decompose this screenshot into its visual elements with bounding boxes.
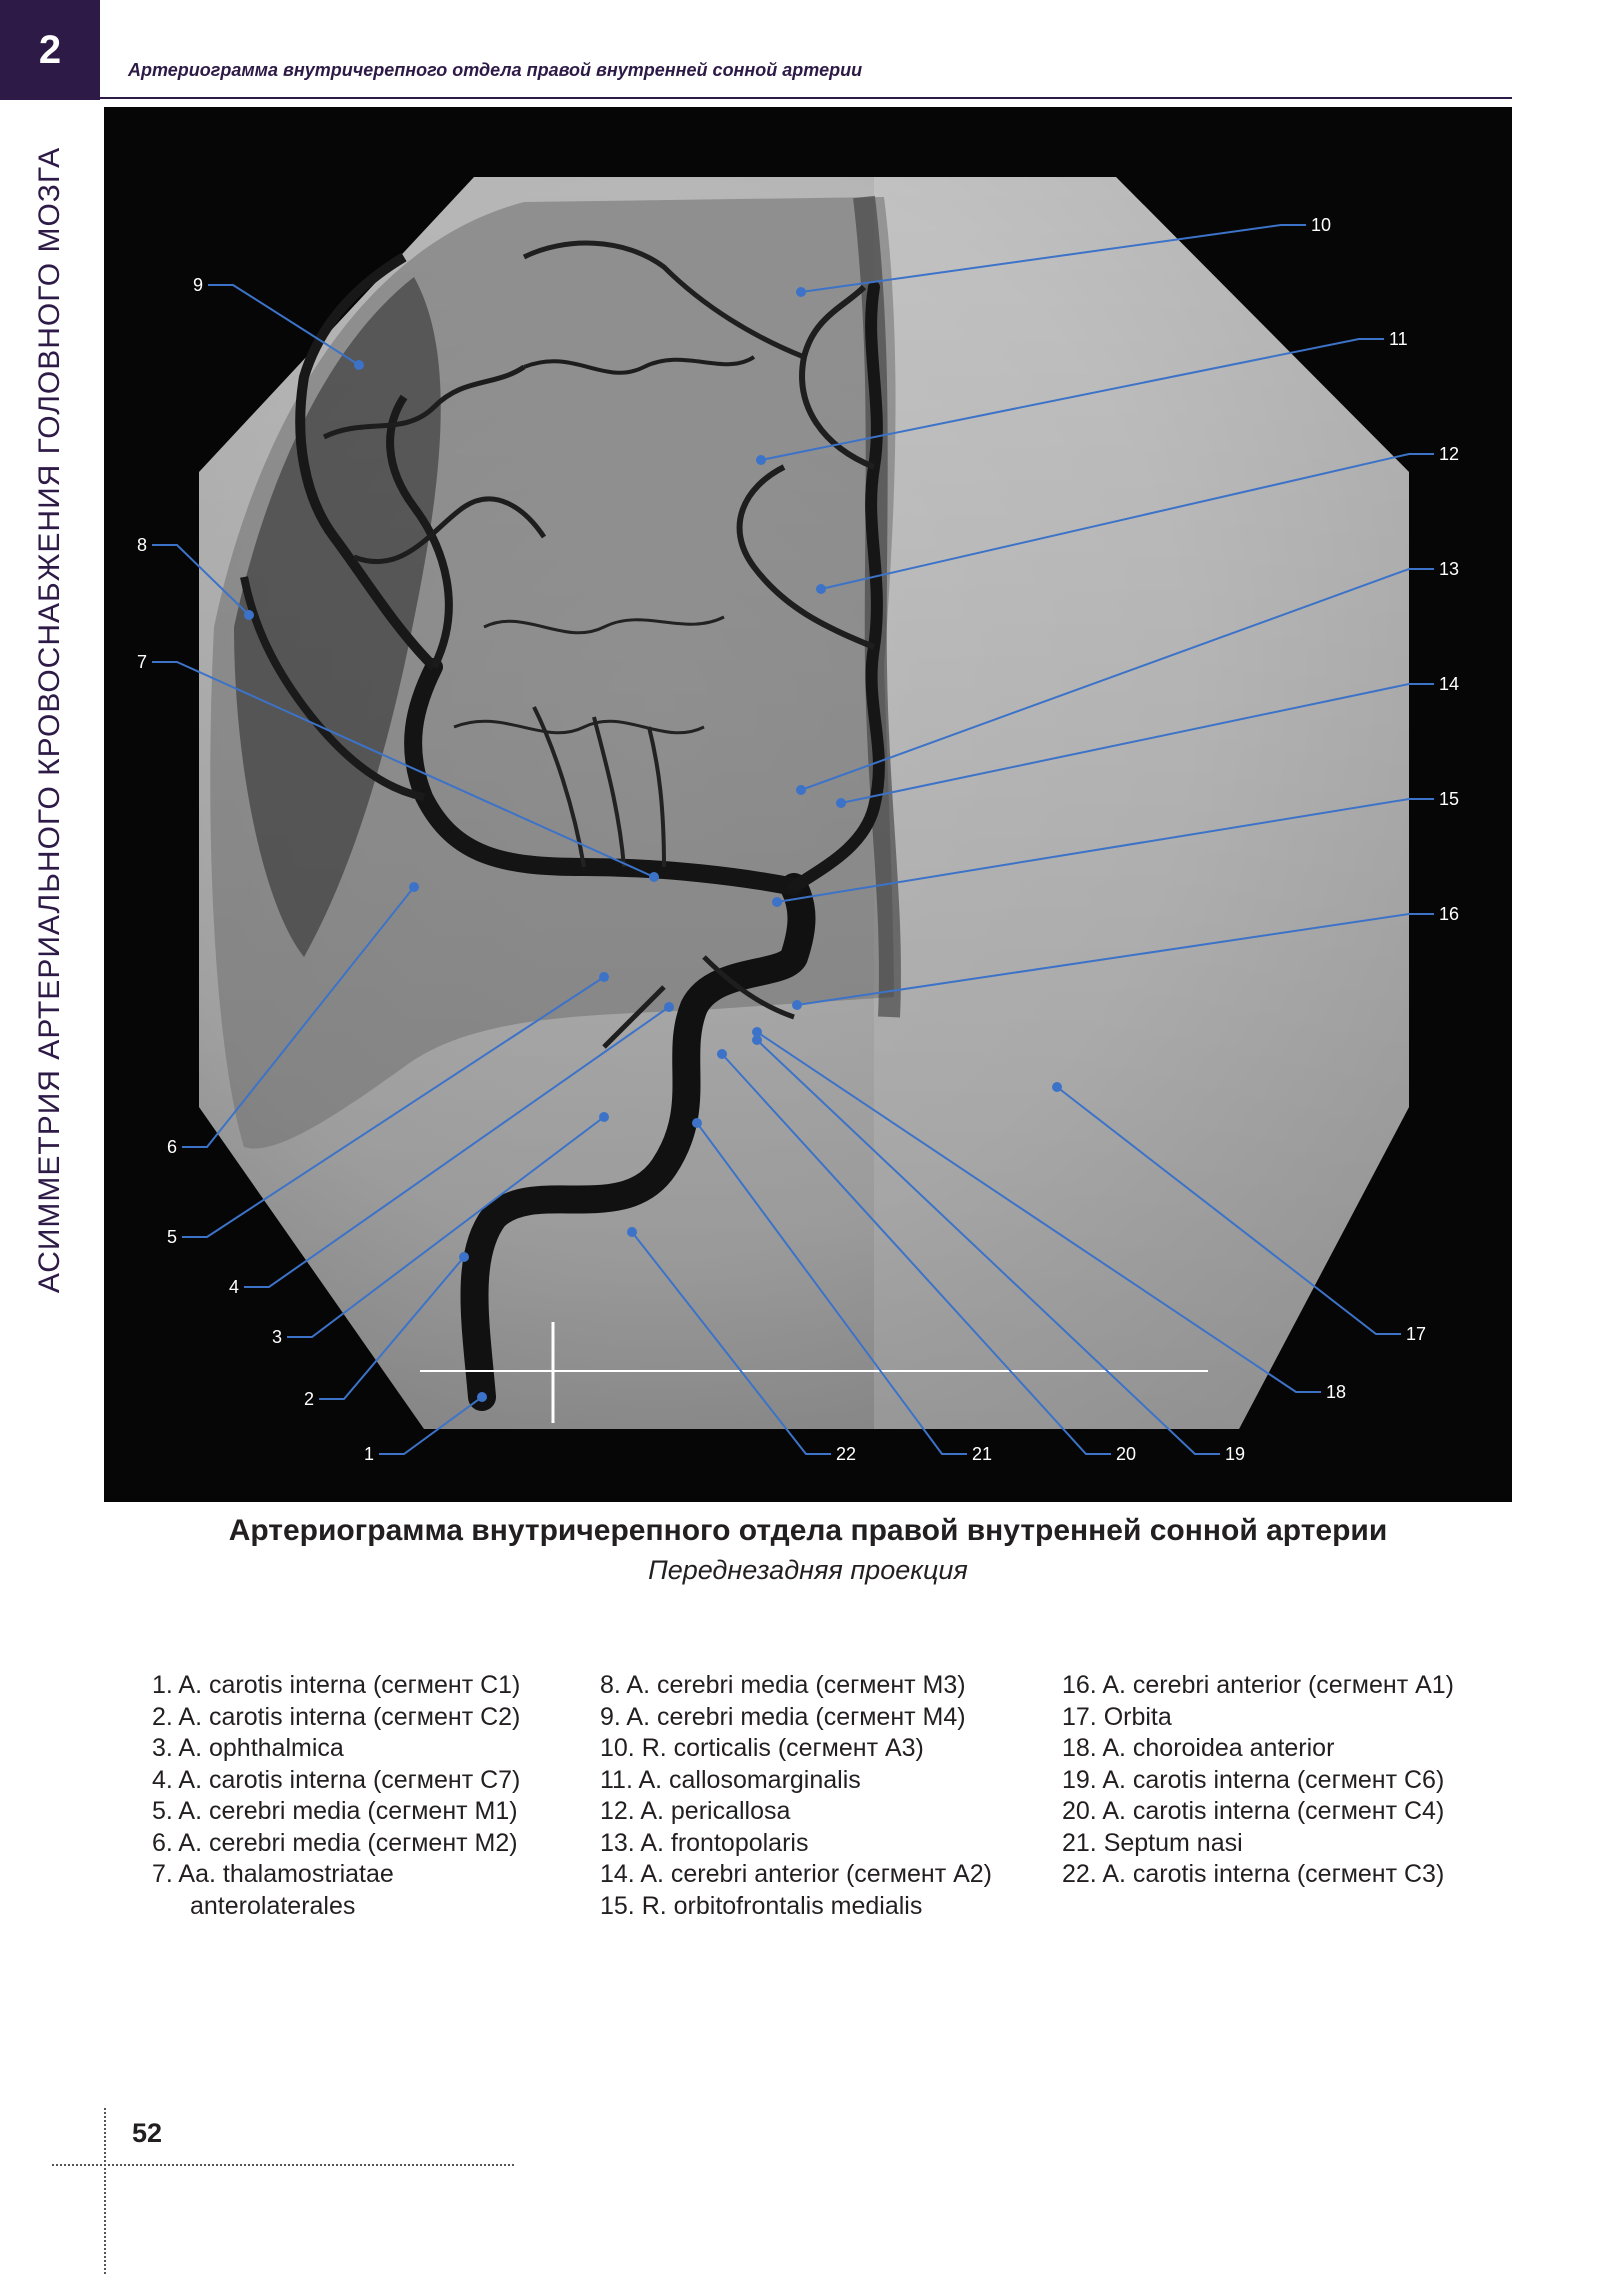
figure-subtitle: Переднезадняя проекция [648,1555,968,1585]
legend-item: 11. A. callosomarginalis [600,1765,861,1794]
header-title: Артериограмма внутричерепного отдела правой внутренней сонной артерии [128,60,863,80]
label-13: 13 [1439,559,1460,579]
angiogram-image [104,107,1512,1502]
chapter-number: 2 [38,27,62,72]
label-19: 19 [1225,1444,1246,1464]
label-4: 4 [228,1277,239,1297]
footer-dotted-horizontal [52,2164,514,2166]
angiogram-figure [104,107,1512,1502]
label-9: 9 [192,275,203,295]
legend-item: 12. A. pericallosa [600,1797,791,1825]
legend-column-1 [152,1670,520,1922]
legend-item: 21. Septum nasi [1062,1828,1243,1857]
legend-item: anterolaterales [190,1891,356,1920]
legend-item: 9. A. cerebri media (сегмент M4) [600,1702,966,1731]
label-7: 7 [136,652,147,672]
label-2: 2 [303,1389,314,1409]
legend-item: 8. A. cerebri media (сегмент M3) [600,1671,966,1699]
legend-item: 22. A. carotis interna (сегмент C3) [1062,1860,1445,1888]
legend-item: 20. A. carotis interna (сегмент C4) [1062,1797,1445,1825]
legend-item: 16. A. cerebri anterior (сегмент A1) [1062,1671,1455,1699]
legend-item: 17. Orbita [1062,1702,1172,1731]
label-15: 15 [1439,789,1460,809]
label-18: 18 [1326,1382,1347,1402]
label-8: 8 [136,535,147,555]
legend-item: 5. A. cerebri media (сегмент M1) [152,1797,518,1825]
label-21: 21 [972,1444,993,1464]
label-16: 16 [1439,904,1460,924]
label-10: 10 [1311,215,1332,235]
legend-item: 3. A. ophthalmica [152,1734,344,1762]
legend-item: 7. Aa. thalamostriatae [152,1860,394,1888]
legend-item: 15. R. orbitofrontalis medialis [600,1891,923,1920]
legend-item: 14. A. cerebri anterior (сегмент A2) [600,1860,993,1888]
label-14: 14 [1439,674,1460,694]
header-rule [100,97,1512,99]
legend-item: 4. A. carotis interna (сегмент C7) [152,1765,521,1794]
figure-title: Артериограмма внутричерепного отдела правой внутренней сонной артерии [228,1514,1388,1547]
label-11: 11 [1389,329,1408,349]
legend-item: 6. A. cerebri media (сегмент M2) [152,1828,518,1857]
legend-item: 2. A. carotis interna (сегмент C2) [152,1702,521,1731]
footer-dotted-vertical [104,2108,106,2274]
legend-item: 19. A. carotis interna (сегмент C6) [1062,1765,1445,1794]
label-20: 20 [1116,1444,1137,1464]
label-3: 3 [271,1327,282,1347]
label-22: 22 [836,1444,857,1464]
legend-item: 13. A. frontopolaris [600,1828,809,1857]
side-title: АСИММЕТРИЯ АРТЕРИАЛЬНОГО КРОВОСНАБЖЕНИЯ ГОЛОВНОГО МОЗГА [33,146,66,1294]
legend-item: 1. A. carotis interna (сегмент C1) [152,1671,521,1699]
page-number: 52 [132,2118,163,2148]
label-5: 5 [166,1227,177,1247]
legend-column-2 [600,1670,992,1922]
label-17: 17 [1406,1324,1427,1344]
chapter-tab [0,0,100,100]
legend-column-3 [1062,1670,1454,1891]
label-1: 1 [363,1444,374,1464]
label-6: 6 [166,1137,177,1157]
legend-item: 18. A. choroidea anterior [1062,1734,1335,1762]
legend-item: 10. R. corticalis (сегмент A3) [600,1734,924,1762]
label-12: 12 [1439,444,1460,464]
